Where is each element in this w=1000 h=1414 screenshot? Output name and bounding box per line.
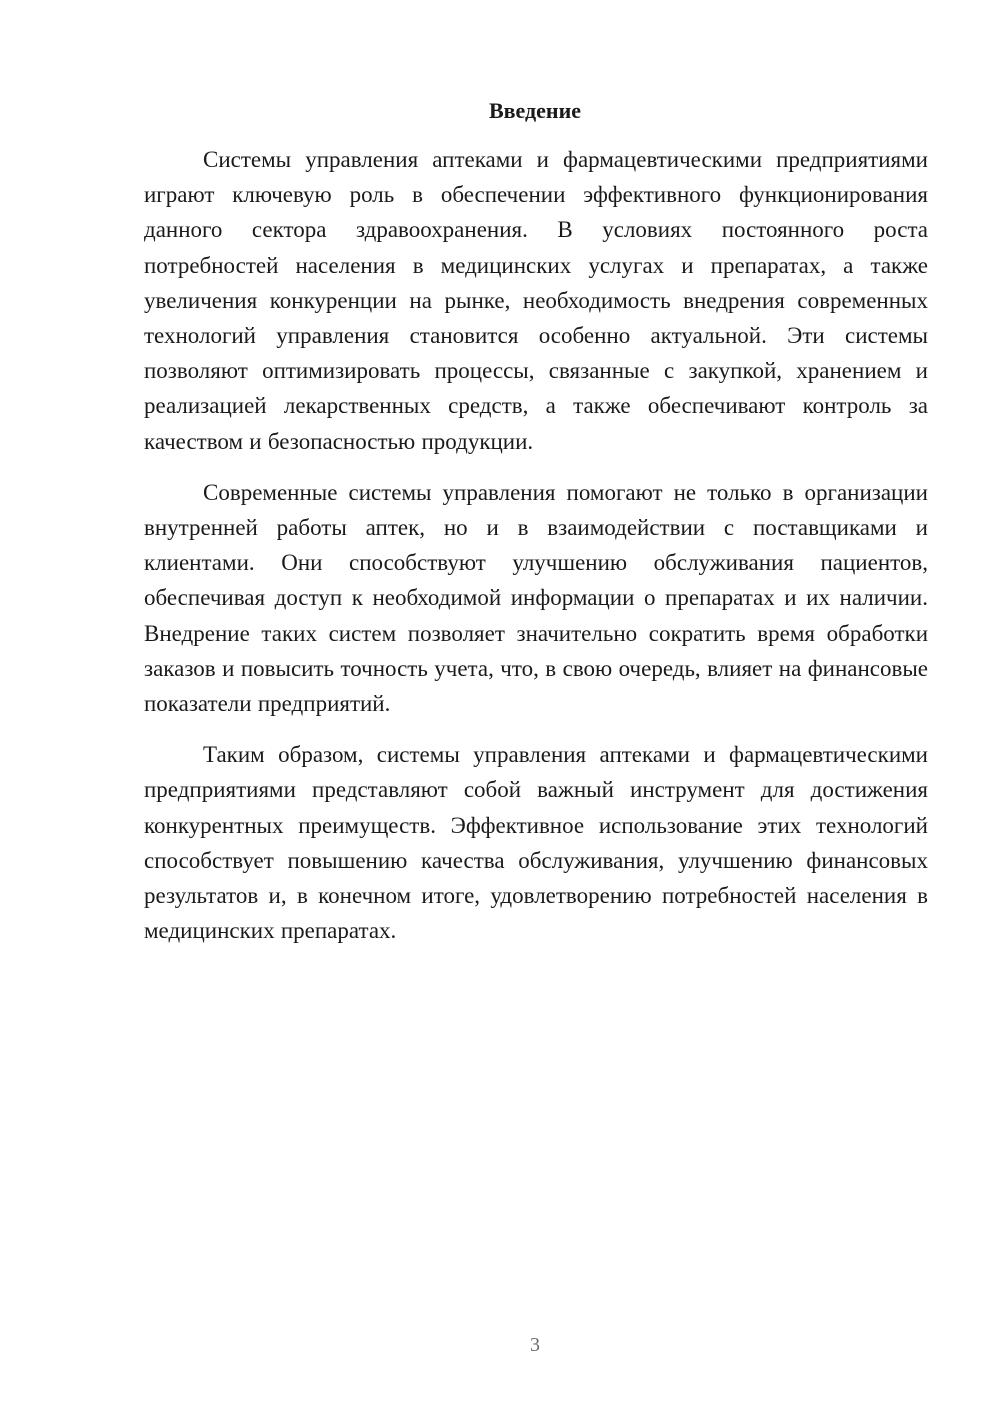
page-title: Введение	[488, 98, 582, 123]
paragraph-2: Современные системы управления помогают не только в организации внутренней работы аптек, но и в взаимодействии с поставщиками и клиентами. Они способствуют улучшению обслуживания пациентов, обеспечивая доступ к необходимой информации о препаратах и их наличии. Внедрение таких систем позволяет значительно сократить время обработки заказов и повысить точность учета, что, в свою очередь, влияет на финансовые показатели предприятий.	[144, 479, 928, 717]
paragraph-3: Таким образом, системы управления аптеками и фармацевтическими предприятиями представляют собой важный инструмент для достижения конкурентных преимуществ. Эффективное использование этих технологий способствует повышению качества обслуживания, улучшению финансовых результатов и, в конечном итоге, удовлетворению потребностей населения в медицинских препаратах.	[144, 742, 928, 944]
page-number: 3	[530, 1334, 540, 1356]
paragraph-1: Системы управления аптеками и фармацевтическими предприятиями играют ключевую роль в обеспечении эффективного функционирования данного сектора здравоохранения. В условиях постоянного роста потребностей населения в медицинских услугах и препаратах, а также увеличения конкуренции на рынке, необходимость внедрения современных технологий управления становится особенно актуальной. Эти системы позволяют оптимизировать процессы, связанные с закупкой, хранением и реализацией лекарственных средств, а также обеспечивают контроль за качеством и безопасностью продукции.	[144, 147, 928, 454]
document-body	[144, 142, 928, 964]
